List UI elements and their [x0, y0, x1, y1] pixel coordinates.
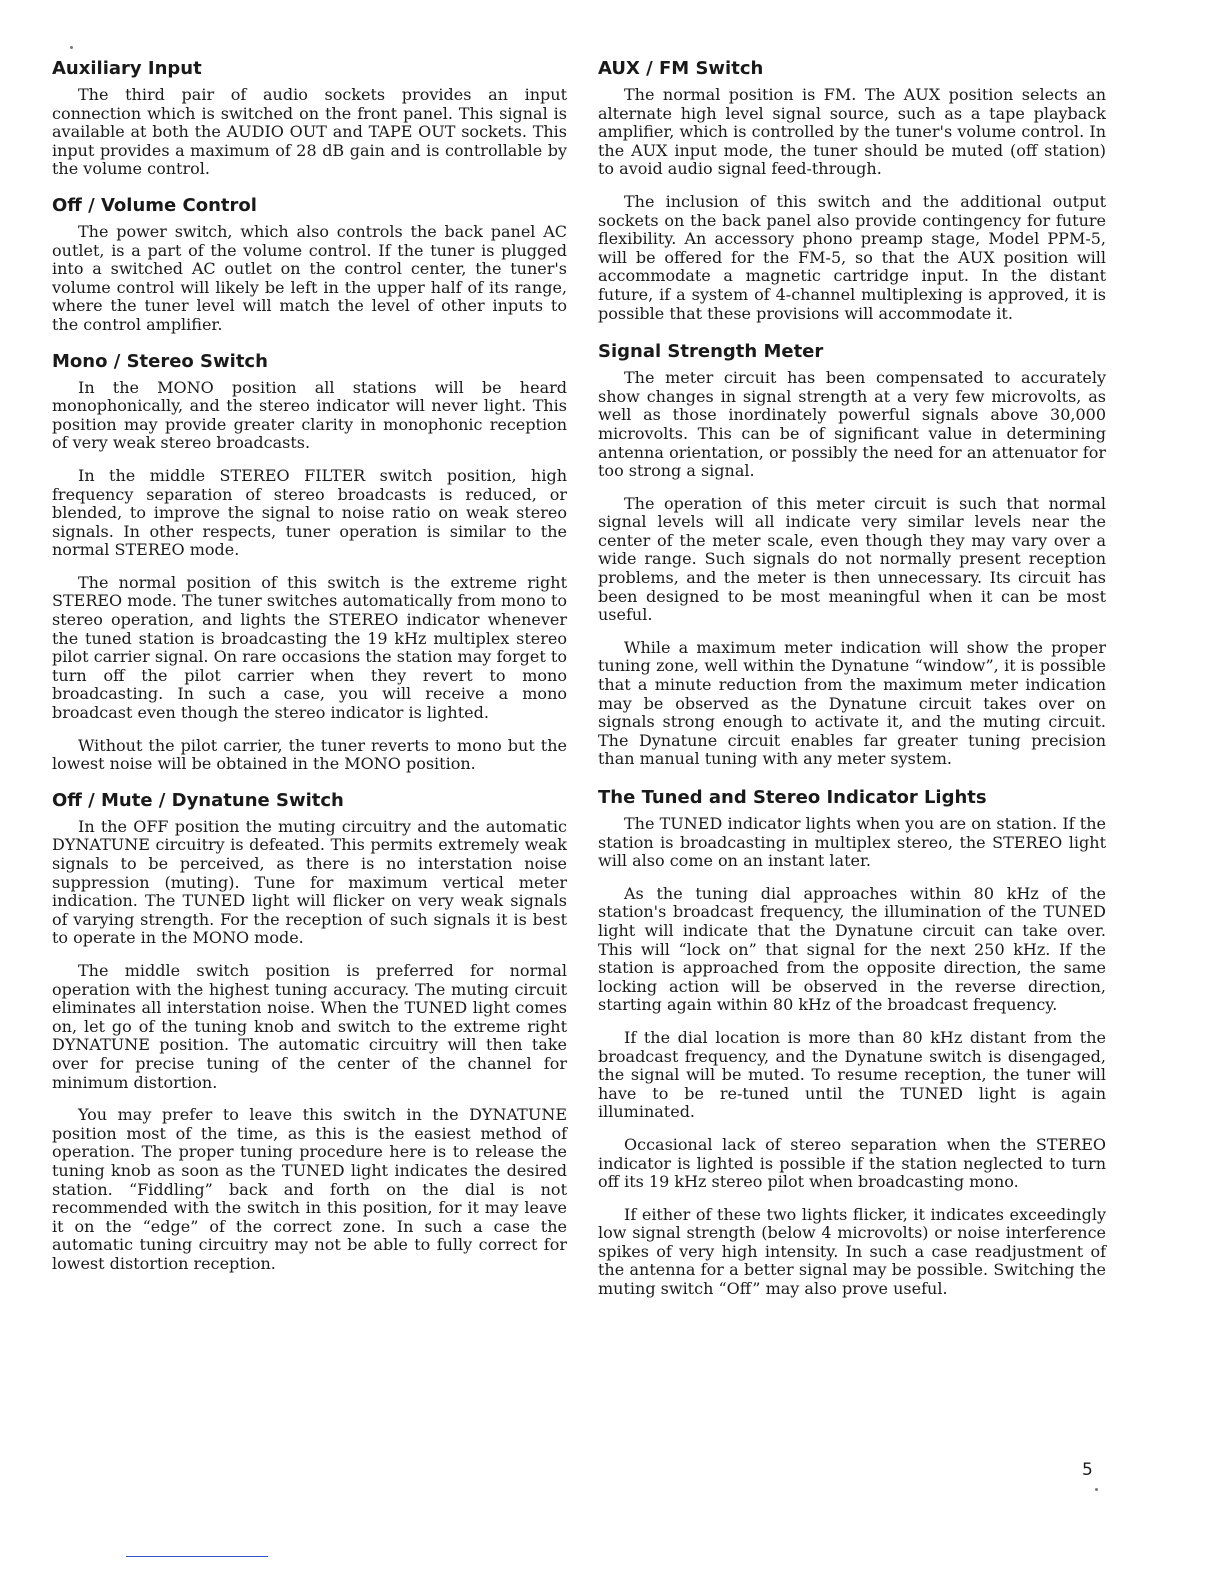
- section-off-mute-dynatune-switch: [52, 790, 567, 1274]
- paragraph: The operation of this meter circuit is such that normal signal levels will all indicate very similar levels near the center of the meter scale, even though they may vary over a wide range. Such signals do not normally present reception problems, and the meter is then unnecessary. Its circuit has been designed to be most meaningful when it can be most useful.: [598, 493, 1106, 625]
- section-heading: Off / Mute / Dynatune Switch: [52, 789, 344, 811]
- scan-speck: [70, 46, 73, 49]
- paragraph: The TUNED indicator lights when you are on station. If the station is broadcasting in multiplex stereo, the STEREO light will also come on an instant later.: [598, 814, 1106, 871]
- paragraph: The normal position of this switch is the extreme right STEREO mode. The tuner switches automatically from mono to stereo operation, and lights the STEREO indicator whenever the tuned station is broadcasting the 19 kHz multiplex stereo pilot carrier signal. On rare occasions the station may forget to turn off the pilot carrier when they revert to mono broadcasting. In such a case, you will receive a mono broadcast even though the stereo indicator is lighted.: [52, 572, 567, 723]
- paragraph: If either of these two lights flicker, it indicates exceedingly low signal strength (below 4 microvolts) or noise interference spikes of very high intensity. In such a case readjustment of the antenna for a better signal may be possible. Switching the muting switch “Off” may also prove useful.: [598, 1204, 1106, 1299]
- section-heading: The Tuned and Stereo Indicator Lights: [598, 787, 987, 808]
- paragraph: As the tuning dial approaches within 80 kHz of the station's broadcast frequency, the illumination of the TUNED light will indicate that the Dynatune circuit can take over. This will “lock on” that signal for the next 250 kHz. If the station is approached from the opposite direction, the same locking action will be observed in the reverse direction, starting again within 80 kHz of the broadcast frequency.: [598, 883, 1106, 1015]
- section-signal-strength-meter: [598, 341, 1106, 769]
- section-heading: Off / Volume Control: [52, 194, 257, 216]
- paragraph: The normal position is FM. The AUX position selects an alternate high level signal source, such as a tape playback amplifier, which is controlled by the tuner's volume control. In the AUX input mode, the tuner should be muted (off station) to avoid audio signal feed-through.: [598, 85, 1106, 179]
- paragraph: While a maximum meter indication will show the proper tuning zone, well within the Dynatune “window”, it is possible that a minute reduction from the maximum meter indication may be observed as the Dynatune circuit takes over on signals strong enough to activate it, and the muting circuit. The Dynatune circuit enables far greater tuning precision than manual tuning with any meter system.: [598, 637, 1106, 769]
- right-column: [598, 58, 1106, 1317]
- paragraph: You may prefer to leave this switch in the DYNATUNE position most of the time, as this is the easiest method of operation. The proper tuning procedure here is to release the tuning knob as soon as the TUNED light indicates the desired station. “Fiddling” back and forth on the dial is not recommended with the switch in this position, for it may leave it on the “edge” of the correct zone. In such a case the automatic tuning circuitry may not be able to fully correct for lowest distortion reception.: [52, 1105, 567, 1273]
- section-tuned-stereo-indicator-lights: [598, 787, 1106, 1299]
- paragraph: In the MONO position all stations will be heard monophonically, and the stereo indicator will never light. This position may provide greater clarity in monophonic reception of very weak stereo broadcasts.: [52, 377, 567, 453]
- paragraph: The power switch, which also controls the back panel AC outlet, is a part of the volume control. If the tuner is plugged into a switched AC outlet on the control center, the tuner's volume control will likely be left in the upper half of its range, where the tuner level will match the level of other inputs to the control amplifier.: [52, 221, 567, 334]
- section-heading: Signal Strength Meter: [598, 341, 824, 363]
- section-auxiliary-input: [52, 58, 567, 179]
- paragraph: If the dial location is more than 80 kHz distant from the broadcast frequency, and the Dynatune switch is disengaged, the signal will be muted. To resume reception, the tuner will have to be re-tuned until the TUNED light is again illuminated.: [598, 1027, 1106, 1122]
- section-heading: Mono / Stereo Switch: [52, 350, 268, 372]
- paragraph: The meter circuit has been compensated to accurately show changes in signal strength at a very few microvolts, as well as those inordinately powerful signals above 30,000 microvolts. This can be of significant value in determining antenna orientation, or possibly the need for an attenuator for too strong a signal.: [598, 368, 1106, 481]
- paragraph: The inclusion of this switch and the additional output sockets on the back panel also provide contingency for future flexibility. An accessory phono preamp stage, Model PPM-5, will be offered for the FM-5, so that the AUX position will accommodate a magnetic cartridge input. In the distant future, if a system of 4-channel multiplexing is approved, it is possible that these provisions will accommodate it.: [598, 191, 1106, 323]
- paragraph: In the OFF position the muting circuitry and the automatic DYNATUNE circuitry is defeated. This permits extremely weak signals to be perceived, as there is no interstation noise suppression (muting). Tune for maximum vertical meter indication. The TUNED light will flicker on very weak signals of varying strength. For the reception of such signals it is best to operate in the MONO mode.: [52, 816, 567, 948]
- paragraph: Without the pilot carrier, the tuner reverts to mono but the lowest noise will be obtained in the MONO position.: [52, 735, 567, 774]
- footer-rule: [126, 1556, 268, 1557]
- section-aux-fm-switch: [598, 58, 1106, 323]
- section-heading: AUX / FM Switch: [598, 58, 764, 79]
- scan-speck: [1095, 1488, 1098, 1491]
- paragraph: The middle switch position is preferred for normal operation with the highest tuning accuracy. The muting circuit eliminates all interstation noise. When the TUNED light comes on, let go of the tuning knob and switch to the extreme right DYNATUNE position. The automatic circuitry will then take over for precise tuning of the center of the channel for minimum distortion.: [52, 960, 567, 1092]
- paragraph: In the middle STEREO FILTER switch position, high frequency separation of stereo broadcasts is reduced, or blended, to improve the signal to noise ratio on weak stereo signals. In other respects, tuner operation is similar to the normal STEREO mode.: [52, 465, 567, 560]
- section-mono-stereo-switch: [52, 351, 567, 774]
- page-number: 5: [1082, 1460, 1093, 1480]
- paragraph: The third pair of audio sockets provides an input connection which is switched on the front panel. This signal is available at both the AUDIO OUT and TAPE OUT sockets. This input provides a maximum of 28 dB gain and is controllable by the volume control.: [52, 85, 567, 179]
- paragraph: Occasional lack of stereo separation when the STEREO indicator is lighted is possible if the station neglected to turn off its 19 kHz stereo pilot when broadcasting mono.: [598, 1134, 1106, 1192]
- left-column: [52, 58, 567, 1289]
- section-off-volume-control: [52, 195, 567, 335]
- section-heading: Auxiliary Input: [52, 58, 202, 79]
